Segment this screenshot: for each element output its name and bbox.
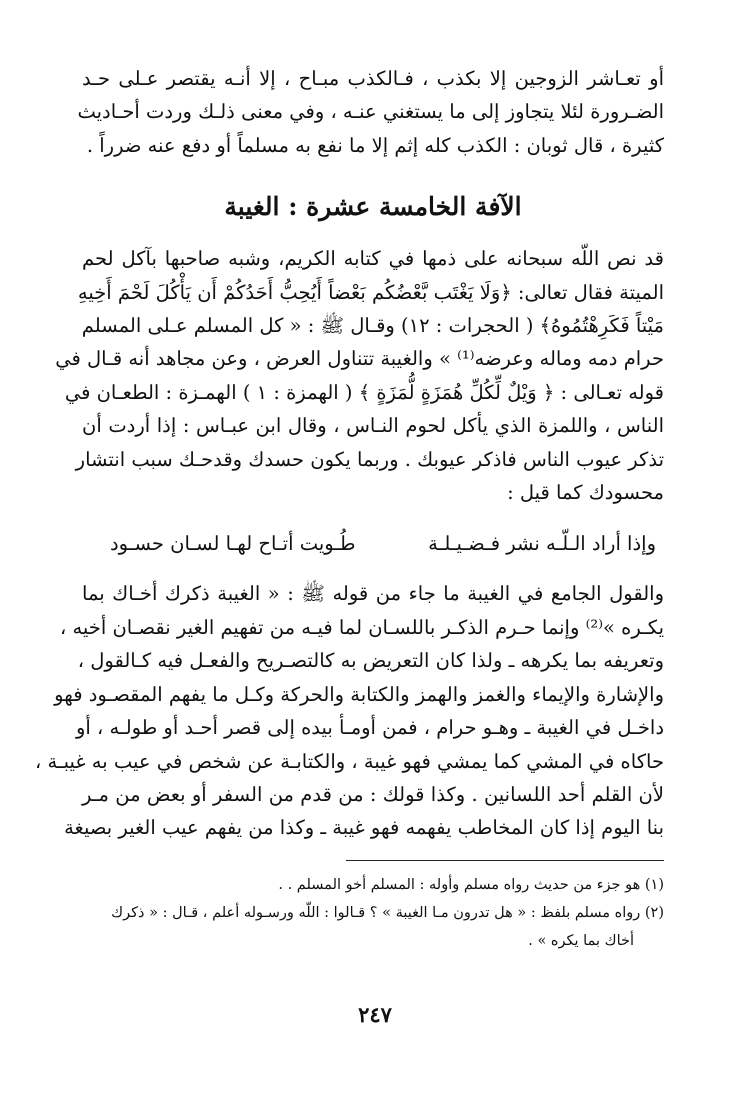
text-line: بنا اليوم إذا كان المخاطب يفهمه فهو غيبة ـ وكذا من يفهم عيب الغير بصيغة (64, 816, 664, 840)
text-line: حاكاه في المشي كما يمشي فهو غيبة ، والكتابـة عن شخص في عيب به غيبـة ، (34, 749, 664, 773)
text-line: الناس ، واللمزة الذي يأكل لحوم النـاس ، وقال ابن عبـاس : إذا أردت أن (82, 414, 664, 438)
text-line: أو تعـاشر الزوجين إلا بكذب ، فـالكذب مبـاح ، إلا أنـه يقتصر عـلى حـد (82, 67, 664, 90)
text-line: تذكر عيوب الناس فاذكر عيوبك . وربما يكون حسدك وقدحـك سبب انتشار (75, 447, 664, 471)
text-line: مَيْتاً فَكَرِهْتُمُوهُ﴾ ( الحجرات : ١٢) وقـال ﷺ : « كل المسلم عـلى المسلم (81, 314, 664, 338)
text-line: يكـره »⁽²⁾ وإنما حـرم الذكـر باللسـان لما فيـه من تفهيم الغير نقصـان أخيه ، (59, 615, 664, 639)
text-line: قوله تعـالى : ﴿ وَيْلٌ لِّكُلِّ هُمَزَةٍ لُّمَزَةٍ ﴾ ( الهمزة : ١ ) الهمـزة : الطعـان في (64, 380, 664, 404)
footnote-divider (346, 860, 664, 861)
paragraph-backbiting-definition (34, 577, 664, 844)
poem-first-hemistich: وإذا أراد الـلّـه نشر فـضـيـلـة (428, 532, 656, 556)
footnote-2-continuation: أخاك بما يكره » . (528, 932, 634, 949)
section-heading: الآفة الخامسة عشرة : الغيبة (224, 192, 522, 222)
footnote-2: (٢) رواه مسلم بلفظ : « هل تدرون مـا الغيبة » ؟ قـالوا : اللّه ورسـوله أعلم ، قـال : « ذكرك (111, 904, 664, 921)
poem-verse (82, 527, 664, 561)
text-line: كثيرة ، قال ثوبان : الكذب كله إثم إلا ما نفع به مسلماً أو دفع عنه ضرراً . (86, 133, 664, 157)
poem-second-hemistich: طُـويت أتـاح لهـا لسـان حسـود (110, 532, 356, 556)
paragraph-backbiting-intro (55, 242, 664, 509)
text-line: والإشارة والإيماء والغمز والهمز والكتابة والحركة وكـل ما يفهم المقصـود فهو (54, 682, 664, 706)
text-line: قد نص اللّه سبحانه على ذمها في كتابه الكريم، وشبه صاحبها بآكل لحم (82, 247, 664, 271)
text-line: لأن القلم أحد اللسانين . وكذا قولك : من قدم من السفر أو بعض من مـر (82, 782, 664, 806)
text-line: والقول الجامع في الغيبة ما جاء من قوله ﷺ : « الغيبة ذكرك أخـاك بما (82, 582, 664, 606)
text-line: الميتة فقال تعالى: ﴿وَلَا يَغْتَب بَّعْضُكُم بَعْضاً أَيُحِبُّ أَحَدُكُمْ أَن يَأْكُلَ لَحْمَ أَخِيهِ (77, 280, 664, 304)
text-line: الضـرورة لئلا يتجاوز إلى ما يستغني عنـه ، وفي معنى ذلـك وردت أحـاديث (77, 100, 664, 124)
text-line: محسودك كما قيل : (507, 481, 664, 505)
paragraph-lying (77, 62, 664, 162)
footnote-1: (١) هو جزء من حديث رواه مسلم وأوله : المسلم أخو المسلم . . (278, 876, 664, 893)
page-number: ٢٤٧ (358, 1002, 392, 1027)
text-line: داخـل في الغيبة ـ وهـو حرام ، فمن أومـأ بيده إلى قصر أحـد أو طولـه ، أو (76, 716, 664, 740)
text-line: وتعريفه بما يكرهه ـ ولذا كان التعريض به كالتصـريح والفعـل فيه كـالقول ، (77, 649, 664, 673)
text-line: حرام دمه وماله وعرضه⁽¹⁾ » والغيبة تتناول العرض ، وعن مجاهد أنه قـال في (55, 347, 664, 371)
